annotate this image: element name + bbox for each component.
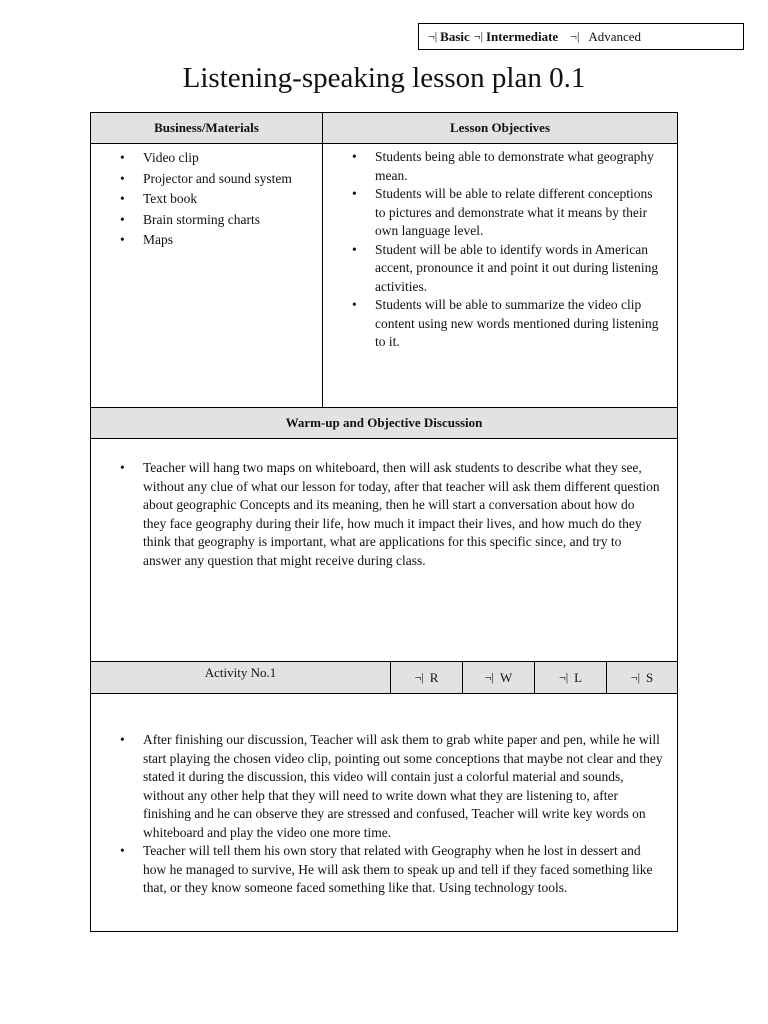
- checkbox-icon: ¬|: [414, 670, 424, 684]
- activity-list: [91, 731, 665, 898]
- list-item: • After finishing our discussion, Teacher will ask them to grab white paper and pen, while he will start playing the chosen video clip, pointing out some conceptions that maybe not clear and they stated it during the discussion, this video will contain just a colorful material and sounds, without any other help that they will need to write down what they are listening to, after finishing and he can observe they are stressed and confused, Teacher will write key words on whiteboard and play the video one more time.: [143, 731, 665, 842]
- activity-row: [91, 694, 677, 931]
- list-item: • Students will be able to relate different conceptions to pictures and demonstrate what it means by their own language level.: [375, 185, 663, 241]
- skill-listening[interactable]: [534, 662, 606, 693]
- materials-objectives-header-row: [91, 113, 677, 144]
- objectives-list: [323, 148, 663, 352]
- objectives-cell: [322, 144, 677, 407]
- list-item: • Teacher will tell them his own story that related with Geography when he lost in dessert and how he managed to survive, He will ask them to speak up and tell if they faced something like that, or they know someone faced something like that. Using technology tools.: [143, 842, 665, 898]
- list-item: • Students being able to demonstrate what geography mean.: [375, 148, 663, 185]
- level-option-advanced[interactable]: [570, 29, 641, 45]
- warmup-cell: [91, 439, 677, 661]
- materials-objectives-row: [91, 144, 677, 408]
- list-item: • Students will be able to summarize the video clip content using new words mentioned during listening to it.: [375, 296, 663, 352]
- activity-cell: [91, 694, 677, 931]
- activity-header-row: [91, 662, 677, 694]
- level-intermediate-label: Intermediate: [485, 28, 559, 44]
- skill-label: L: [574, 669, 583, 685]
- materials-list: [91, 148, 322, 251]
- checkbox-icon: ¬|: [570, 29, 580, 43]
- page-title: Listening-speaking lesson plan 0.1: [182, 62, 586, 94]
- activity-title: Activity No.1: [204, 665, 277, 680]
- warmup-list: [91, 459, 661, 570]
- checkbox-icon: ¬|: [473, 29, 483, 43]
- skill-reading[interactable]: [390, 662, 462, 693]
- list-item: • Maps: [143, 230, 322, 251]
- checkbox-icon: ¬|: [484, 670, 494, 684]
- level-basic-label: Basic: [440, 28, 470, 44]
- materials-header: Business/Materials: [154, 120, 259, 135]
- objectives-header: Lesson Objectives: [322, 113, 677, 143]
- level-option-intermediate[interactable]: [474, 29, 558, 45]
- lesson-plan-table: [90, 112, 678, 932]
- skill-speaking[interactable]: [606, 662, 677, 693]
- skill-label: S: [645, 669, 654, 685]
- checkbox-icon: ¬|: [428, 29, 438, 43]
- list-item: • Brain storming charts: [143, 210, 322, 231]
- skill-label: R: [429, 669, 439, 685]
- materials-cell: [91, 144, 322, 407]
- list-item: • Text book: [143, 189, 322, 210]
- warmup-header-row: [91, 408, 677, 439]
- level-advanced-label: Advanced: [588, 28, 642, 44]
- list-item: • Video clip: [143, 148, 322, 169]
- level-selector: [418, 23, 744, 50]
- skill-label: W: [499, 669, 513, 685]
- checkbox-icon: ¬|: [558, 670, 569, 684]
- list-item: • Teacher will hang two maps on whiteboard, then will ask students to describe what they see, without any clue of what our lesson for today, after that teacher will ask them different question about geographic Concepts and its meaning, then he will start a conversation about how do they face geography during their life, how much it impact their lives, and how much do they think that geography is important, what are applications for this specific since, and try to answer any question that might receive during class.: [143, 459, 661, 570]
- level-option-basic[interactable]: [428, 29, 470, 45]
- checkbox-icon: ¬|: [630, 670, 640, 684]
- warmup-row: [91, 439, 677, 662]
- warmup-header: Warm-up and Objective Discussion: [285, 415, 483, 430]
- skill-writing[interactable]: [462, 662, 534, 693]
- list-item: • Projector and sound system: [143, 169, 322, 190]
- list-item: • Student will be able to identify words in American accent, pronounce it and point it out during listening activities.: [375, 241, 663, 297]
